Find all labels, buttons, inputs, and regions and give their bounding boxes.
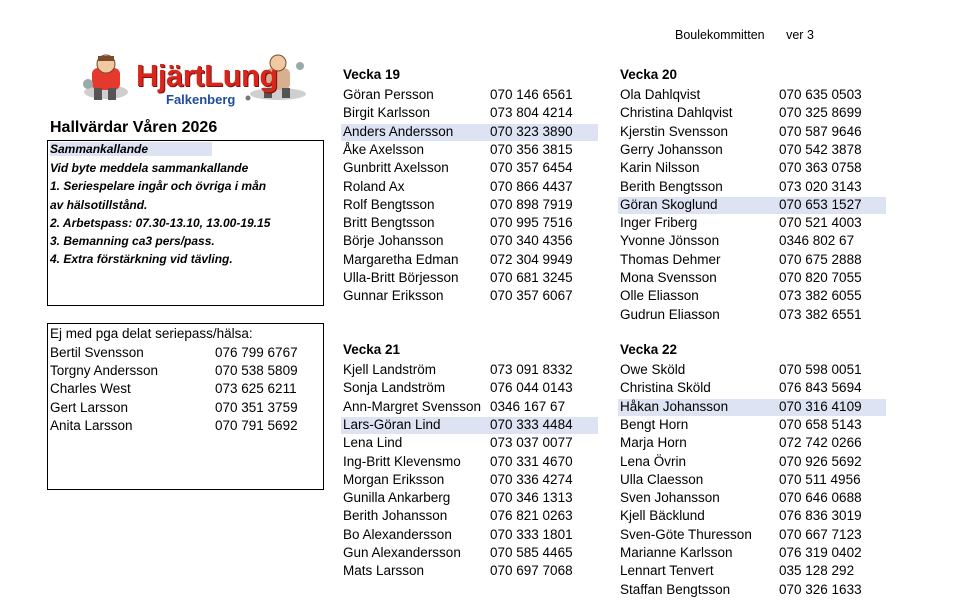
person-name: Kjerstin Svensson bbox=[620, 123, 729, 139]
person-name: Karin Nilsson bbox=[620, 160, 700, 176]
person-phone: 070 598 0051 bbox=[779, 362, 862, 377]
info-line: 1. Seriespelare ingår och övriga i mån bbox=[50, 179, 267, 193]
person-name: Sonja Landström bbox=[343, 380, 446, 396]
person-phone: 073 382 6551 bbox=[779, 306, 862, 322]
info-line: av hälsotillstånd. bbox=[50, 198, 148, 212]
logo bbox=[78, 54, 308, 110]
person-name: Torgny Andersson bbox=[50, 363, 159, 379]
person-name: Kjell Bäcklund bbox=[620, 508, 705, 524]
person-name: Gunilla Ankarberg bbox=[343, 490, 451, 506]
person-phone: 070 681 3245 bbox=[490, 270, 573, 285]
person-name: Anders Andersson bbox=[343, 123, 454, 139]
info-line: 3. Bemanning ca3 pers/pass. bbox=[50, 234, 215, 248]
person-name: Gerry Johansson bbox=[620, 141, 723, 157]
person-phone: 070 587 9646 bbox=[779, 123, 862, 139]
document-header bbox=[675, 28, 832, 42]
person-phone: 072 304 9949 bbox=[490, 251, 573, 267]
committee-label: Boulekommitten bbox=[675, 28, 765, 42]
person-name: Rolf Bengtsson bbox=[343, 196, 435, 212]
person-name: Börje Johansson bbox=[343, 233, 444, 249]
person-phone: 073 625 6211 bbox=[215, 381, 297, 397]
person-phone: 070 635 0503 bbox=[779, 87, 862, 102]
person-name: Ola Dahlqvist bbox=[620, 87, 701, 102]
excluded-row bbox=[50, 344, 320, 362]
person-phone: 070 667 7123 bbox=[779, 526, 862, 542]
person-phone: 076 843 5694 bbox=[779, 380, 862, 396]
person-phone: 070 326 1633 bbox=[779, 581, 862, 597]
person-name: Ulla-Britt Börjesson bbox=[343, 270, 459, 285]
person-phone: 070 363 0758 bbox=[779, 160, 862, 176]
logo-name: HjärtLung bbox=[136, 58, 278, 93]
person-phone: 0346 167 67 bbox=[490, 398, 566, 414]
excluded-box bbox=[47, 323, 324, 490]
person-phone: 070 653 1527 bbox=[779, 196, 862, 212]
person-phone: 070 333 4484 bbox=[490, 416, 573, 432]
person-name: Gun Alexandersson bbox=[343, 545, 461, 560]
person-phone: 070 866 4437 bbox=[490, 178, 573, 194]
person-phone: 076 044 0143 bbox=[490, 380, 573, 396]
person-name: Morgan Eriksson bbox=[343, 471, 445, 487]
person-phone: 070 325 8699 bbox=[779, 105, 862, 121]
person-name: Inger Friberg bbox=[620, 215, 698, 231]
info-line: 4. Extra förstärkning vid tävling. bbox=[50, 252, 233, 266]
person-phone: 070 675 2888 bbox=[779, 251, 862, 267]
person-phone: 070 585 4465 bbox=[490, 545, 573, 560]
person-name: Gunbritt Axelsson bbox=[343, 160, 449, 176]
person-name: Christina Dahlqvist bbox=[620, 105, 733, 121]
person-name: Lena Övrin bbox=[620, 453, 687, 469]
week-title: Vecka 21 bbox=[343, 342, 401, 357]
person-phone: 072 742 0266 bbox=[779, 435, 862, 451]
person-name: Gunnar Eriksson bbox=[343, 288, 444, 304]
week-title: Vecka 22 bbox=[620, 342, 678, 357]
person-phone: 070 357 6454 bbox=[490, 160, 573, 176]
person-phone: 070 995 7516 bbox=[490, 215, 573, 231]
person-phone: 070 316 4109 bbox=[779, 398, 862, 414]
excluded-row bbox=[50, 399, 320, 417]
person-name: Owe Sköld bbox=[620, 362, 686, 377]
excluded-row bbox=[50, 417, 320, 435]
person-name: Berith Bengtsson bbox=[620, 178, 723, 194]
info-box bbox=[47, 140, 324, 306]
person-name: Lars-Göran Lind bbox=[343, 416, 441, 432]
person-phone: 070 346 1313 bbox=[490, 490, 573, 506]
person-name: Marja Horn bbox=[620, 435, 687, 451]
info-line: 2. Arbetspass: 07.30-13.10, 13.00-19.15 bbox=[50, 216, 271, 230]
person-name: Gert Larsson bbox=[50, 399, 129, 415]
person-name: Mona Svensson bbox=[620, 270, 717, 285]
person-name: Lennart Tenvert bbox=[620, 563, 714, 579]
week-title: Vecka 20 bbox=[620, 67, 678, 82]
person-phone: 070 791 5692 bbox=[215, 417, 298, 433]
excluded-row bbox=[50, 362, 320, 380]
excluded-row bbox=[50, 380, 320, 398]
person-phone: 070 898 7919 bbox=[490, 196, 573, 212]
person-name: Roland Ax bbox=[343, 178, 405, 194]
person-name: Charles West bbox=[50, 381, 131, 397]
person-name: Lena Lind bbox=[343, 435, 403, 451]
page-title: Hallvärdar Våren 2026 bbox=[50, 119, 218, 136]
person-phone: 070 146 6561 bbox=[490, 87, 573, 102]
person-phone: 070 521 4003 bbox=[779, 215, 862, 231]
person-name: Mats Larsson bbox=[343, 563, 425, 579]
excluded-heading: Ej med pga delat seriepass/hälsa: bbox=[50, 326, 253, 341]
person-phone: 070 511 4956 bbox=[779, 471, 861, 487]
person-phone: 073 804 4214 bbox=[490, 105, 573, 121]
person-name: Berith Johansson bbox=[343, 508, 448, 524]
person-name: Sven Johansson bbox=[620, 490, 720, 506]
person-phone: 073 037 0077 bbox=[490, 435, 573, 451]
person-phone: 070 357 6067 bbox=[490, 288, 573, 304]
week-title: Vecka 19 bbox=[343, 67, 401, 82]
person-name: Göran Skoglund bbox=[620, 196, 718, 212]
person-phone: 076 836 3019 bbox=[779, 508, 862, 524]
version-label: ver 3 bbox=[786, 28, 814, 42]
person-phone: 070 336 4274 bbox=[490, 471, 573, 487]
person-name: Bertil Svensson bbox=[50, 345, 144, 360]
logo-city: Falkenberg bbox=[166, 92, 236, 107]
person-phone: 035 128 292 bbox=[779, 563, 855, 579]
person-name: Staffan Bengtsson bbox=[620, 581, 731, 597]
person-phone: 070 646 0688 bbox=[779, 490, 862, 506]
person-name: Ann-Margret Svensson bbox=[343, 398, 482, 414]
person-phone: 070 926 5692 bbox=[779, 453, 862, 469]
person-name: Bengt Horn bbox=[620, 416, 689, 432]
person-name: Yvonne Jönsson bbox=[620, 233, 720, 249]
person-phone: 076 799 6767 bbox=[215, 345, 298, 360]
person-name: Margaretha Edman bbox=[343, 251, 459, 267]
person-name: Sven-Göte Thuresson bbox=[620, 526, 752, 542]
person-phone: 076 821 0263 bbox=[490, 508, 573, 524]
info-heading: Sammankallande bbox=[50, 142, 212, 156]
person-phone: 070 340 4356 bbox=[490, 233, 573, 249]
person-name: Bo Alexandersson bbox=[343, 526, 452, 542]
person-name: Britt Bengtsson bbox=[343, 215, 435, 231]
person-phone: 070 542 3878 bbox=[779, 141, 862, 157]
person-phone: 073 382 6055 bbox=[779, 288, 862, 304]
person-name: Åke Axelsson bbox=[343, 141, 425, 157]
person-name: Thomas Dehmer bbox=[620, 251, 721, 267]
person-name: Håkan Johansson bbox=[620, 398, 729, 414]
info-line: Vid byte meddela sammankallande bbox=[50, 161, 249, 175]
person-name: Christina Sköld bbox=[620, 380, 711, 396]
person-phone: 070 820 7055 bbox=[779, 270, 862, 285]
person-name: Göran Persson bbox=[343, 87, 434, 102]
person-phone: 070 331 4670 bbox=[490, 453, 573, 469]
person-phone: 070 333 1801 bbox=[490, 526, 573, 542]
person-phone: 070 697 7068 bbox=[490, 563, 573, 579]
person-name: Ulla Claesson bbox=[620, 471, 704, 487]
person-phone: 070 538 5809 bbox=[215, 363, 298, 379]
person-phone: 070 351 3759 bbox=[215, 399, 298, 415]
person-phone: 0346 802 67 bbox=[779, 233, 855, 249]
person-phone: 076 319 0402 bbox=[779, 545, 862, 560]
person-phone: 073 020 3143 bbox=[779, 178, 862, 194]
person-phone: 070 356 3815 bbox=[490, 141, 573, 157]
person-phone: 070 658 5143 bbox=[779, 416, 862, 432]
person-phone: 073 091 8332 bbox=[490, 362, 573, 377]
person-name: Ing-Britt Klevensmo bbox=[343, 453, 461, 469]
person-name: Marianne Karlsson bbox=[620, 545, 733, 560]
person-phone: 070 323 3890 bbox=[490, 123, 573, 139]
person-name: Birgit Karlsson bbox=[343, 105, 431, 121]
person-name: Anita Larsson bbox=[50, 417, 133, 433]
person-name: Kjell Landström bbox=[343, 362, 437, 377]
person-name: Gudrun Eliasson bbox=[620, 306, 720, 322]
person-name: Olle Eliasson bbox=[620, 288, 699, 304]
